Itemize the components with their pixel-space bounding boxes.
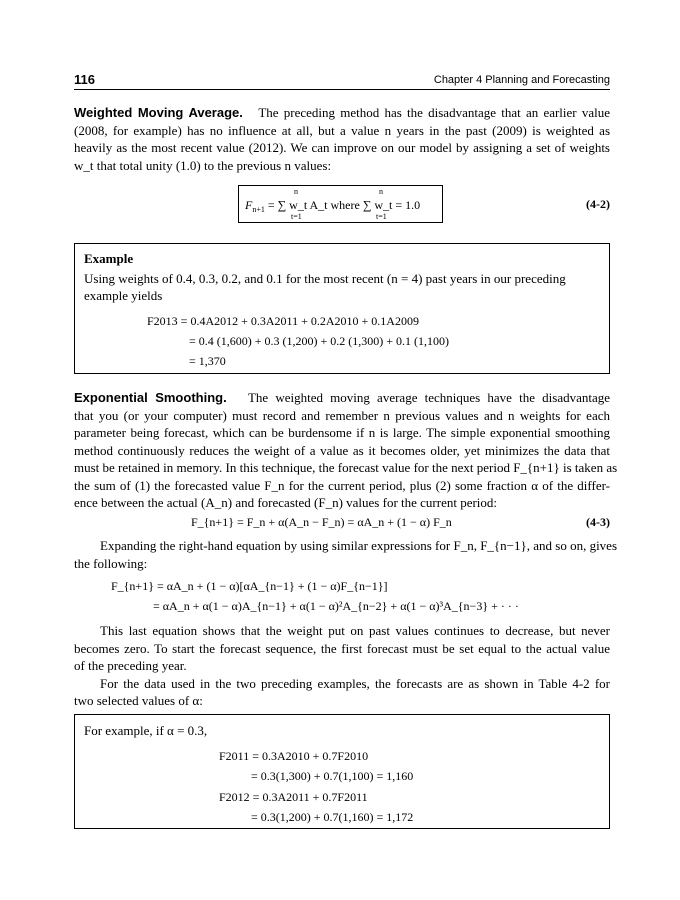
sum-upper-limit-1: n bbox=[294, 187, 298, 196]
after-paragraph bbox=[74, 622, 610, 710]
sum-lower-limit-1: t=1 bbox=[291, 212, 302, 221]
example-line-2: example yields bbox=[84, 288, 163, 303]
example-eq-1: F2013 = 0.4A2012 + 0.3A2011 + 0.2A2010 + 0.1A2009 bbox=[147, 314, 419, 328]
es-line-2: that you (or your computer) must record and remember n previous values and n weights for each bbox=[74, 407, 610, 423]
wma-heading: Weighted Moving Average. bbox=[74, 105, 243, 120]
example-eq-2: = 0.4 (1,600) + 0.3 (1,200) + 0.2 (1,300) + 0.1 (1,100) bbox=[189, 334, 450, 348]
es-line-5: must be retained in memory. In this technique, the forecast value for the next period F_{n+1} is taken as bbox=[74, 460, 618, 475]
expand-line-1: Expanding the right-hand equation by using similar expressions for F_n, F_{n−1}, and so on, gives bbox=[100, 538, 618, 553]
equation-4-2: $F_{n+1}$ = ∑ w_t A_t where ∑ w_t = 1.0 bbox=[245, 198, 421, 214]
expand-paragraph bbox=[74, 537, 618, 572]
example-box-weighted bbox=[74, 243, 610, 374]
equation-4-2-box bbox=[238, 185, 443, 223]
sum-upper-limit-2: n bbox=[379, 187, 383, 196]
expand-eq-1: F_{n+1} = αA_n + (1 − α)[αA_{n−1} + (1 − α)F_{n−1}] bbox=[111, 579, 388, 593]
wma-line-1: The preceding method has the disadvantage that an earlier value bbox=[258, 105, 611, 120]
wma-line-2: (2008, for example) has no influence at all, but a value n years in the past (2009) is weighted as bbox=[74, 122, 610, 138]
es-line-3: parameter being forecast, which can be burdensome if n is large. The simple exponential smoothing bbox=[74, 425, 610, 440]
es-paragraph bbox=[74, 389, 618, 512]
chapter-title: Chapter 4 Planning and Forecasting bbox=[433, 74, 610, 86]
example2-eq-4: = 0.3(1,200) + 0.7(1,160) = 1,172 bbox=[251, 810, 414, 824]
wma-line-3: heavily as the most recent value (2012). We can improve on our model by assigning a set of weights bbox=[74, 140, 610, 155]
wma-paragraph bbox=[74, 104, 610, 174]
sum-lower-limit-2: t=1 bbox=[376, 212, 387, 221]
es-line-6: the sum of (1) the forecasted value F_n for the current period, plus (2) some fraction α of the differ- bbox=[74, 477, 610, 493]
after-line-4: For the data used in the two preceding examples, the forecasts are as shown in Table 4-2 for bbox=[100, 675, 610, 691]
equation-4-2-number: (4-2) bbox=[586, 197, 610, 211]
es-line-4: method continuously reduces the weight of a value as it becomes older, yet minimizes the data that bbox=[74, 442, 610, 458]
after-line-1: This last equation shows that the weight put on past values continues to decrease, but never bbox=[100, 623, 610, 638]
after-line-5: two selected values of α: bbox=[74, 693, 203, 708]
expand-eq-2: = αA_n + α(1 − α)A_{n−1} + α(1 − α)²A_{n−2} + α(1 − α)³A_{n−3} + · · · bbox=[153, 599, 519, 613]
example2-eq-3: F2012 = 0.3A2011 + 0.7F2011 bbox=[219, 790, 368, 804]
after-line-2: becomes zero. To start the forecast sequence, the first forecast must be set equal to the actual value bbox=[74, 640, 610, 656]
example-line-1: Using weights of 0.4, 0.3, 0.2, and 0.1 for the most recent (n = 4) past years in our preceding bbox=[84, 271, 566, 286]
example2-eq-2: = 0.3(1,300) + 0.7(1,100) = 1,160 bbox=[251, 769, 414, 783]
after-line-3: of the preceding year. bbox=[74, 658, 187, 673]
example2-intro: For example, if α = 0.3, bbox=[84, 723, 208, 738]
running-header bbox=[74, 71, 610, 89]
example-title: Example bbox=[84, 251, 134, 266]
equation-4-3-number: (4-3) bbox=[586, 515, 610, 529]
es-heading: Exponential Smoothing. bbox=[74, 390, 227, 405]
header-rule bbox=[74, 89, 610, 90]
example2-eq-1: F2011 = 0.3A2010 + 0.7F2010 bbox=[219, 749, 369, 763]
es-line-7: ence between the actual (A_n) and forecasted (F_n) values for the current period: bbox=[74, 495, 498, 510]
expand-line-2: the following: bbox=[74, 555, 148, 571]
example-eq-3: = 1,370 bbox=[189, 354, 226, 368]
page-number: 116 bbox=[74, 72, 95, 87]
wma-line-4: w_t that total unity (1.0) to the previous n values: bbox=[74, 157, 332, 173]
es-line-1: The weighted moving average techniques have the disadvantage bbox=[247, 390, 611, 405]
equation-4-3: F_{n+1} = F_n + α(A_n − F_n) = αA_n + (1 − α) F_n bbox=[191, 515, 452, 529]
example-box-exponential bbox=[74, 714, 610, 829]
